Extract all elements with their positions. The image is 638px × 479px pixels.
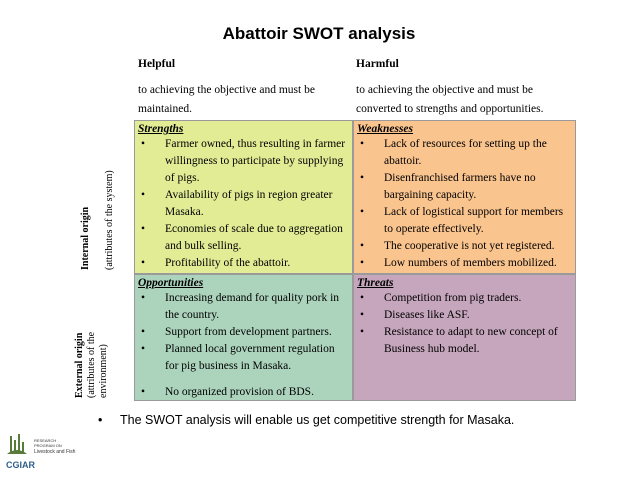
cgiar-logo: [4, 432, 94, 478]
internal-origin-label: [80, 207, 92, 270]
bullet-glyph: •: [98, 413, 103, 427]
page-title: Abattoir SWOT analysis: [222, 24, 416, 43]
threats-title: Threats: [357, 277, 394, 289]
list-item: • The cooperative is not yet registered.: [354, 238, 571, 255]
logo-line3: Livestock and Fish: [34, 449, 76, 455]
list-item: • Competition from pig traders.: [354, 290, 571, 307]
threats-quadrant: [353, 274, 576, 401]
external-origin-sublabel-1: (attributes of the: [86, 331, 97, 398]
list-item: • Resistance to adapt to new concept of Business hub model.: [354, 324, 571, 358]
threats-list: [354, 290, 575, 358]
external-origin-label: [74, 333, 86, 398]
list-item: • Economies of scale due to aggregation and bulk selling.: [135, 221, 348, 255]
list-item: • Disenfranchised farmers have no bargaining capacity.: [354, 170, 571, 204]
logo-line2: PROGRAM ON: [34, 443, 62, 448]
list-item: • Planned local government regulation for pig business in Masaka.: [135, 341, 348, 375]
list-item: • Lack of logistical support for members to operate effectively.: [354, 204, 571, 238]
logo-org: CGIAR: [6, 460, 35, 470]
list-item: • Low numbers of members mobilized.: [354, 255, 571, 272]
weaknesses-list: [354, 136, 575, 272]
weaknesses-quadrant: [353, 120, 576, 274]
strengths-title: Strengths: [138, 123, 184, 135]
harmful-description: to achieving the objective and must be converted to strengths and opportunities.: [356, 84, 544, 115]
list-item: • Availability of pigs in region greater Masaka.: [135, 187, 348, 221]
list-item: • Profitability of the abattoir.: [135, 255, 348, 272]
summary-text: The SWOT analysis will enable us get competitive strength for Masaka.: [120, 413, 515, 427]
opportunities-quadrant: [134, 274, 353, 401]
strengths-list: [135, 136, 352, 272]
internal-origin-sublabel: (attributes of the system): [104, 170, 115, 270]
helpful-description: to achieving the objective and must be maintained.: [138, 84, 315, 115]
harmful-heading: Harmful: [356, 58, 399, 70]
logo-line1: RESEARCH: [34, 438, 57, 443]
opportunities-list: [135, 290, 352, 401]
list-item: • Increasing demand for quality pork in the country.: [135, 290, 348, 324]
list-item: • Diseases like ASF.: [354, 307, 571, 324]
list-item: • Support from development partners.: [135, 324, 348, 341]
list-item: • Lack of resources for setting up the abattoir.: [354, 136, 571, 170]
external-origin-title: External origin: [74, 332, 85, 398]
helpful-heading: Helpful: [138, 58, 176, 70]
list-item: • Farmer owned, thus resulting in farmer willingness to participate by supplying of pigs.: [135, 136, 348, 187]
external-origin-sublabel-2: environment): [98, 344, 109, 398]
list-item: • No organized provision of BDS.: [135, 384, 348, 401]
opportunities-title: Opportunities: [138, 277, 204, 289]
internal-origin-title: Internal origin: [80, 206, 91, 270]
weaknesses-title: Weaknesses: [357, 123, 414, 135]
strengths-quadrant: [134, 120, 353, 274]
